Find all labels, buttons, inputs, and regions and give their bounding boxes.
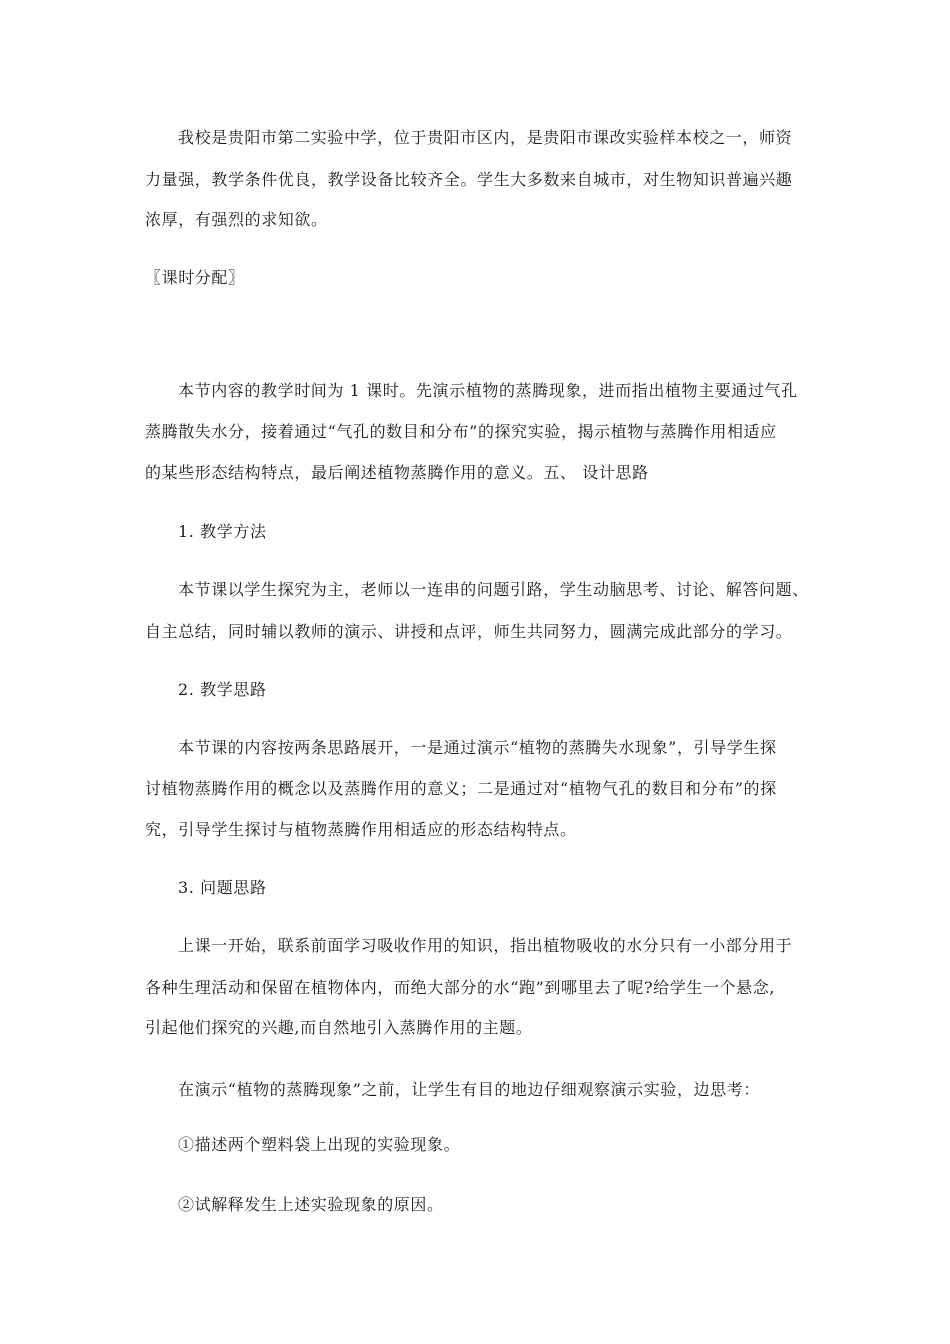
approach-line-2: 讨植物蒸腾作用的概念以及蒸腾作用的意义；二是通过对“植物气孔的数目和分布”的探 (145, 779, 777, 798)
questions-line-3: 引起他们探究的兴趣,而自然地引入蒸腾作用的主题。 (145, 1018, 533, 1037)
method-heading: 1. 教学方法 (178, 522, 267, 541)
approach-heading: 2. 教学思路 (178, 680, 267, 699)
section-heading: 〖课时分配〗 (145, 268, 245, 287)
demo-intro: 在演示“植物的蒸腾现象”之前，让学生有目的地边仔细观察演示实验，边思考： (178, 1080, 760, 1099)
questions-line-2: 各种生理活动和保留在植物体内，而绝大部分的水“跑”到哪里去了呢?给学生一个悬念, (145, 978, 776, 997)
intro-line-3: 浓厚，有强烈的求知欲。 (145, 210, 328, 229)
allocation-line-1: 本节内容的教学时间为 1 课时。先演示植物的蒸腾现象，进而指出植物主要通过气孔 (178, 381, 798, 400)
questions-heading: 3. 问题思路 (178, 878, 267, 897)
questions-line-1: 上课一开始，联系前面学习吸收作用的知识，指出植物吸收的水分只有一小部分用于 (178, 936, 793, 955)
method-line-1: 本节课以学生探究为主，老师以一连串的问题引路，学生动脑思考、讨论、解答问题、 (178, 580, 809, 599)
list-item-2: ②试解释发生上述实验现象的原因。 (178, 1195, 444, 1214)
allocation-line-3: 的某些形态结构特点，最后阐述植物蒸腾作用的意义。五、 设计思路 (145, 463, 649, 482)
approach-line-3: 究，引导学生探讨与植物蒸腾作用相适应的形态结构特点。 (145, 820, 577, 839)
method-line-2: 自主总结，同时辅以教师的演示、讲授和点评，师生共同努力，圆满完成此部分的学习。 (145, 622, 793, 641)
approach-line-1: 本节课的内容按两条思路展开，一是通过演示“植物的蒸腾失水现象”，引导学生探 (178, 738, 777, 757)
list-item-1: ①描述两个塑料袋上出现的实验现象。 (178, 1135, 461, 1154)
allocation-line-2: 蒸腾散失水分，接着通过“气孔的数目和分布”的探究实验，揭示植物与蒸腾作用相适应 (145, 422, 777, 441)
intro-line-1: 我校是贵阳市第二实验中学，位于贵阳市区内，是贵阳市课改实验样本校之一，师资 (178, 128, 793, 147)
intro-line-2: 力量强，教学条件优良，教学设备比较齐全。学生大多数来自城市，对生物知识普遍兴趣 (145, 170, 793, 189)
